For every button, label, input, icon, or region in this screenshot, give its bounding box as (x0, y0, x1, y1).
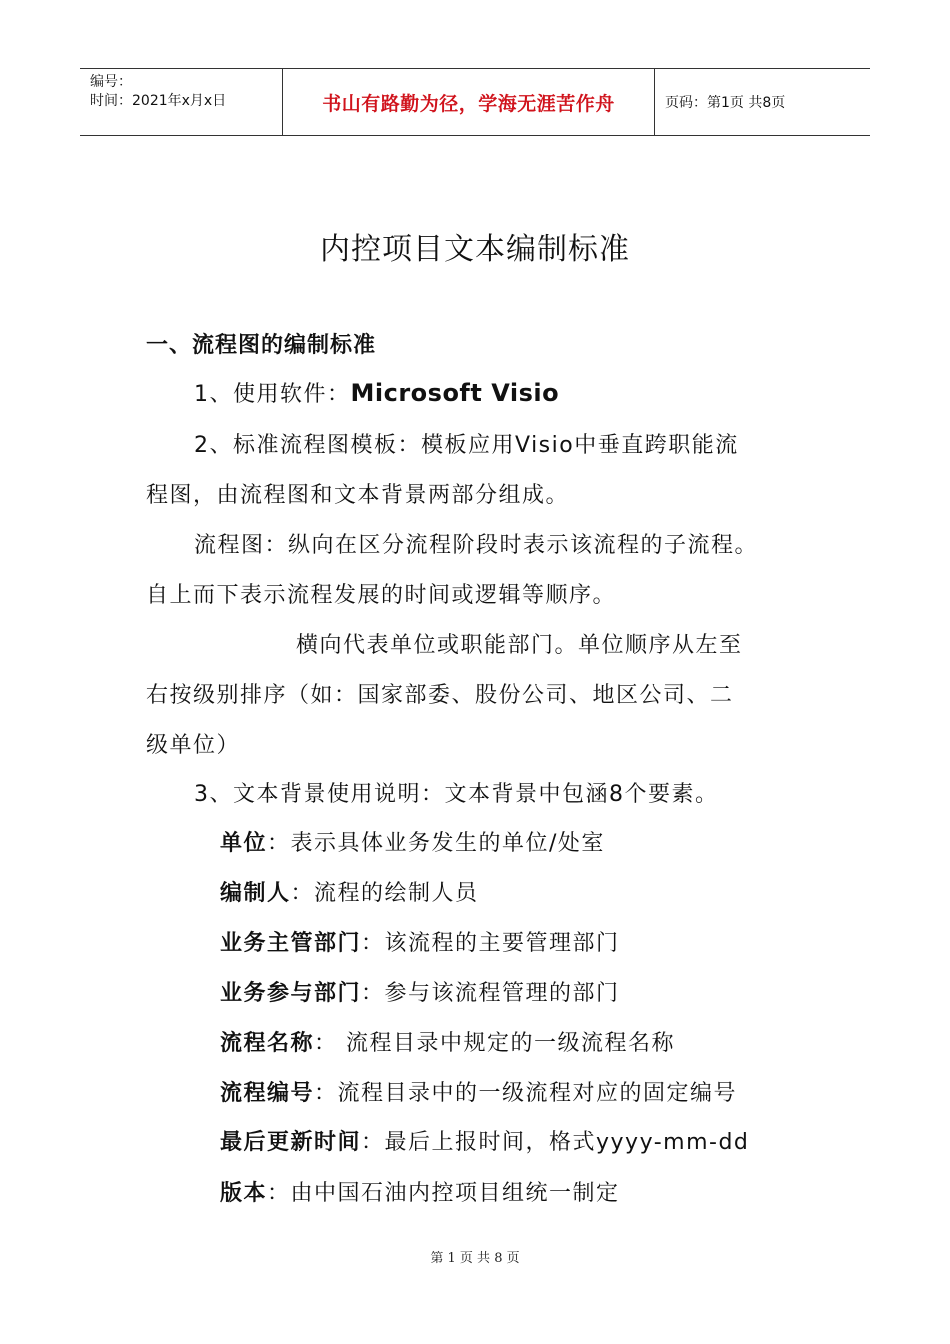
page-title: 内控项目文本编制标准 (320, 232, 630, 267)
horizontal-line-1: 横向代表单位或职能部门。单位顺序从左至 (296, 633, 743, 658)
motto: 书山有路勤为径，学海无涯苦作舟 (282, 69, 655, 135)
element-desc: ：由中国石油内控项目组统一制定 (267, 1181, 620, 1206)
page-footer: 第 1 页 共 8 页 (430, 1251, 520, 1266)
element-desc: ：表示具体业务发生的单位/处室 (267, 831, 605, 856)
item-1-prefix: 1、使用软件： (194, 382, 351, 407)
horizontal-line-2: 右按级别排序（如：国家部委、股份公司、地区公司、二 (146, 683, 734, 708)
element-version (220, 1176, 620, 1207)
element-term: 编制人 (220, 881, 291, 906)
flow-line-1: 流程图：纵向在区分流程阶段时表示该流程的子流程。 (194, 533, 759, 558)
element-term: 单位 (220, 831, 268, 856)
header-left-cell (80, 69, 282, 135)
element-term: 流程名称 (220, 1031, 315, 1056)
element-last-updated (220, 1125, 749, 1156)
item-2-line-2: 程图，由流程图和文本背景两部分组成。 (146, 483, 570, 508)
horizontal-line-3: 级单位） (146, 733, 241, 758)
item-1-value: Microsoft Visio (350, 379, 560, 407)
element-main-dept (220, 926, 620, 957)
element-desc: ：参与该流程管理的部门 (361, 981, 620, 1006)
time-label: 时间：2021年x月x日 (90, 93, 227, 109)
item-2-line-1: 2、标准流程图模板：模板应用Visio中垂直跨职能流 (194, 433, 739, 458)
element-author (220, 876, 479, 907)
element-term: 版本 (220, 1181, 268, 1206)
element-desc: ：该流程的主要管理部门 (361, 931, 620, 956)
page-code: 页码：第1页 共8页 (665, 95, 786, 111)
section-heading: 一、流程图的编制标准 (146, 333, 377, 358)
element-term: 流程编号 (220, 1081, 315, 1106)
element-participating-dept (220, 976, 620, 1007)
item-3: 3、文本背景使用说明：文本背景中包涵8个要素。 (194, 782, 719, 807)
flow-line-2: 自上而下表示流程发展的时间或逻辑等顺序。 (146, 583, 617, 608)
element-process-number (220, 1076, 737, 1107)
element-desc: ： 流程目录中规定的一级流程名称 (314, 1031, 676, 1056)
element-process-name (220, 1026, 675, 1057)
document-header (80, 68, 870, 136)
item-1 (194, 377, 559, 408)
element-term: 最后更新时间 (220, 1130, 362, 1155)
number-label: 编号： (90, 74, 132, 90)
element-term: 业务主管部门 (220, 931, 362, 956)
element-term: 业务参与部门 (220, 981, 362, 1006)
element-desc: ：最后上报时间，格式yyyy-mm-dd (361, 1130, 750, 1155)
element-desc: ：流程的绘制人员 (290, 881, 479, 906)
element-desc: ：流程目录中的一级流程对应的固定编号 (314, 1081, 738, 1106)
element-unit (220, 826, 605, 857)
